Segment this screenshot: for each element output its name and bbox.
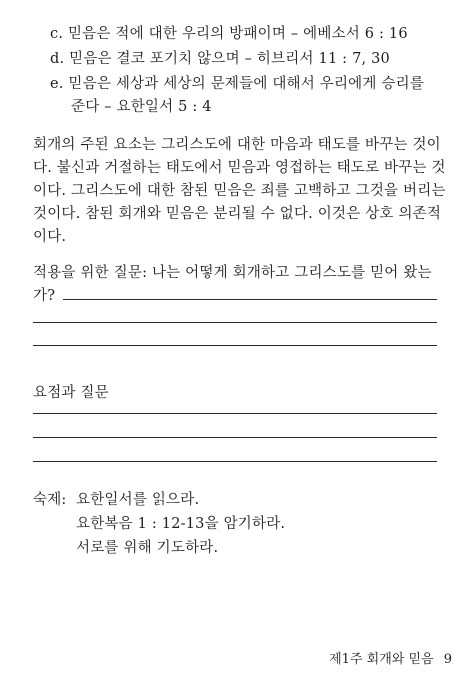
homework-item: 서로를 위해 기도하라.	[76, 540, 219, 556]
notes-line[interactable]	[33, 413, 437, 414]
list-item-text: 믿음은 세상과 세상의 문제들에 대해서 우리에게 승리를	[68, 76, 425, 92]
summary-heading: 요점과 질문	[33, 385, 109, 401]
homework-label: 숙제:	[33, 492, 67, 508]
list-item-c	[50, 24, 408, 44]
answer-line[interactable]	[33, 345, 437, 346]
list-item-e	[50, 74, 424, 94]
list-item-d	[50, 49, 390, 69]
paragraph-line: 다. 불신과 거절하는 태도에서 믿음과 영접하는 태도로 바꾸는 것	[33, 160, 446, 176]
page-number: 9	[443, 652, 452, 667]
paragraph-line: 회개의 주된 요소는 그리스도에 대한 마음과 태도를 바꾸는 것이	[33, 137, 441, 153]
list-item-text: 믿음은 적에 대한 우리의 방패이며 – 에베소서 6 : 16	[67, 26, 408, 42]
page-footer	[329, 648, 452, 667]
notes-line[interactable]	[33, 437, 437, 438]
notes-line[interactable]	[33, 461, 437, 462]
paragraph-line: 이다.	[33, 229, 67, 245]
application-question: 적용을 위한 질문: 나는 어떻게 회개하고 그리스도를 믿어 왔는	[33, 265, 432, 281]
list-marker: c.	[50, 26, 64, 42]
footer-chapter: 제1주 회개와 믿음	[329, 652, 434, 667]
homework-item: 요한복음 1 : 12-13을 암기하라.	[76, 516, 286, 532]
application-question-end: 가?	[33, 288, 56, 304]
list-item-e-continuation: 준다 – 요한일서 5 : 4	[71, 99, 212, 115]
paragraph-line: 것이다. 참된 회개와 믿음은 분리될 수 없다. 이것은 상호 의존적	[33, 206, 442, 222]
answer-line[interactable]	[33, 322, 437, 323]
paragraph-line: 이다. 그리스도에 대한 참된 믿음은 죄를 고백하고 그것을 버리는	[33, 183, 446, 199]
list-item-text: 믿음은 결코 포기치 않으며 – 히브리서 11 : 7, 30	[69, 51, 390, 67]
list-marker: e.	[50, 76, 64, 92]
list-marker: d.	[50, 51, 65, 67]
answer-line[interactable]	[63, 299, 437, 300]
homework-item: 요한일서를 읽으라.	[76, 492, 200, 508]
